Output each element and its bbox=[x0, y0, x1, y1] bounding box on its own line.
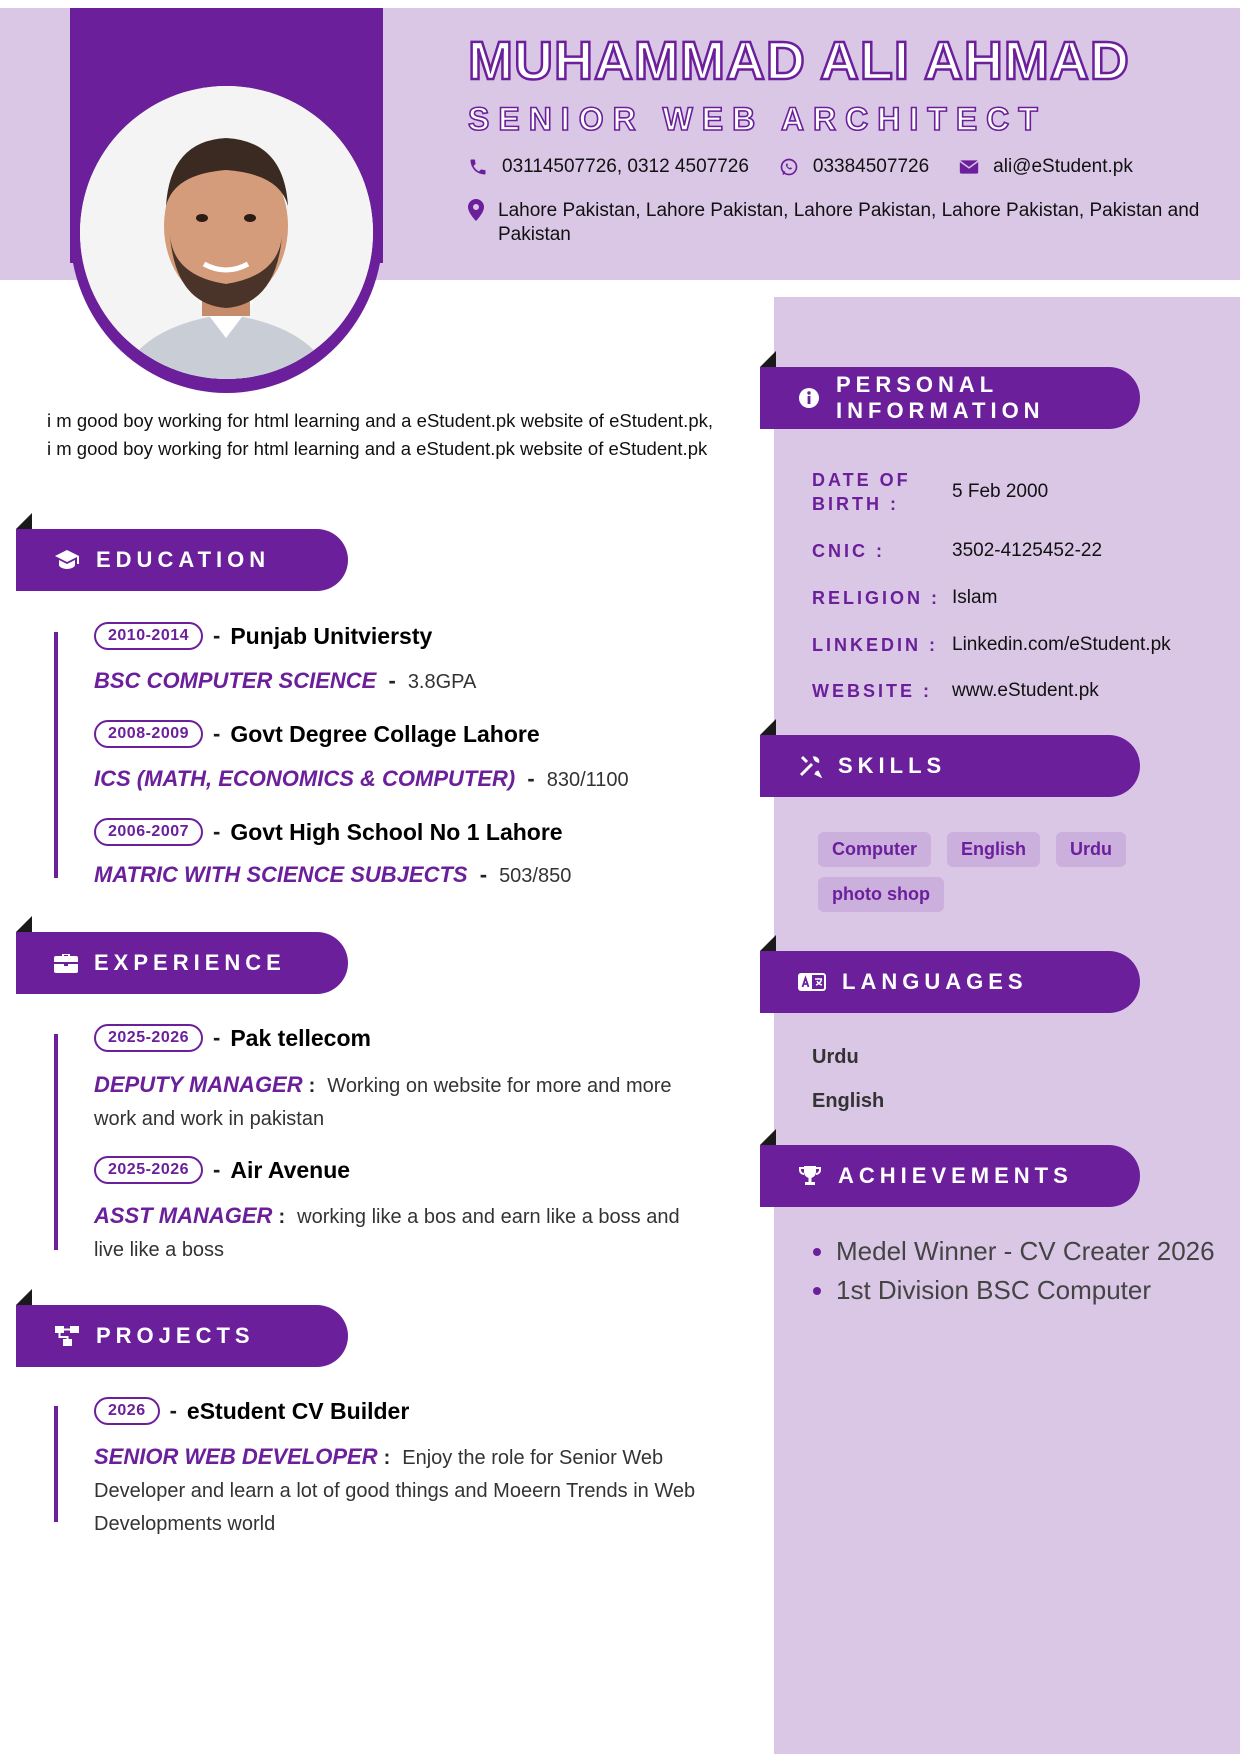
sitemap-icon bbox=[54, 1325, 80, 1347]
tools-icon bbox=[798, 754, 822, 778]
job-description: Working on website for more and more work and work in pakistan bbox=[94, 1075, 672, 1130]
language-item: English bbox=[812, 1090, 885, 1112]
job-role: ASST MANAGER bbox=[94, 1203, 273, 1228]
degree-score: 3.8GPA bbox=[407, 671, 477, 693]
envelope-icon bbox=[959, 159, 979, 175]
project-name: eStudent CV Builder bbox=[186, 1397, 410, 1424]
job-description: working like a bos and earn like a boss and live like a boss bbox=[94, 1206, 680, 1261]
trophy-icon bbox=[798, 1164, 822, 1188]
skills-heading bbox=[760, 735, 1140, 797]
degree-score: 503/850 bbox=[499, 865, 572, 887]
project-role: SENIOR WEB DEVELOPER bbox=[94, 1444, 378, 1469]
candidate-name: MUHAMMAD ALI AHMAD bbox=[468, 31, 1130, 91]
degree-name: BSC COMPUTER SCIENCE bbox=[94, 668, 377, 693]
personal-info-row bbox=[812, 679, 1099, 703]
phone-item bbox=[468, 156, 749, 178]
education-entry: 2006-2007 - Govt High School No 1 Lahore bbox=[94, 818, 563, 846]
experience-description: DEPUTY MANAGER : Working on website for more and more work and work in pakistan bbox=[94, 1072, 672, 1130]
year-badge: 2025-2026 bbox=[94, 1024, 203, 1052]
personal-info-row bbox=[812, 633, 1171, 657]
language-icon bbox=[798, 973, 826, 991]
candidate-title: SENIOR WEB ARCHITECT bbox=[468, 101, 1047, 137]
linkedin-link[interactable]: Linkedin.com/eStudent.pk bbox=[952, 634, 1171, 655]
education-timeline bbox=[54, 632, 58, 878]
education-entry: 2008-2009 - Govt Degree Collage Lahore bbox=[94, 720, 540, 748]
email-text[interactable]: ali@eStudent.pk bbox=[993, 156, 1133, 177]
address bbox=[468, 199, 1228, 247]
info-icon bbox=[798, 387, 820, 409]
phone-text[interactable]: 03114507726, 0312 4507726 bbox=[502, 156, 749, 177]
whatsapp-text[interactable]: 03384507726 bbox=[812, 156, 930, 177]
year-badge: 2026 bbox=[94, 1397, 160, 1425]
languages-heading bbox=[760, 951, 1140, 1013]
personal-info-heading bbox=[760, 367, 1140, 429]
language-item: Urdu bbox=[812, 1046, 859, 1068]
whatsapp-icon bbox=[779, 157, 799, 177]
degree-score: 830/1100 bbox=[546, 769, 629, 791]
achievements-list bbox=[836, 1236, 1216, 1314]
info-label: RELIGION : bbox=[812, 588, 940, 608]
year-badge: 2006-2007 bbox=[94, 818, 203, 846]
skill-tag: English bbox=[947, 832, 1040, 867]
website-link[interactable]: www.eStudent.pk bbox=[952, 680, 1099, 701]
year-badge: 2008-2009 bbox=[94, 720, 203, 748]
personal-info-row bbox=[812, 586, 997, 610]
personal-info-heading-line2: INFORMATION bbox=[836, 398, 1045, 423]
experience-entry: 2025-2026 - Pak tellecom bbox=[94, 1024, 371, 1052]
project-entry: 2026 - eStudent CV Builder bbox=[94, 1397, 409, 1425]
education-heading bbox=[16, 529, 348, 591]
skill-tag: Urdu bbox=[1056, 832, 1126, 867]
experience-entry: 2025-2026 - Air Avenue bbox=[94, 1156, 350, 1184]
year-badge: 2010-2014 bbox=[94, 622, 203, 650]
info-label: WEBSITE : bbox=[812, 681, 932, 701]
skills-heading-label: SKILLS bbox=[838, 753, 947, 778]
experience-timeline bbox=[54, 1034, 58, 1250]
project-details: Enjoy the role for Senior Web Developer and learn a lot of good things and Moeern Trends in Web Developments world bbox=[94, 1447, 696, 1535]
phone-icon bbox=[468, 157, 488, 177]
personal-info-row bbox=[812, 539, 1102, 563]
degree-line: MATRIC WITH SCIENCE SUBJECTS - 503/850 bbox=[94, 862, 572, 887]
email-item bbox=[959, 156, 1133, 178]
graduation-cap-icon bbox=[54, 549, 80, 571]
contact-row bbox=[468, 156, 1163, 178]
degree-name: ICS (MATH, ECONOMICS & COMPUTER) bbox=[94, 766, 516, 791]
experience-heading-label: EXPERIENCE bbox=[94, 950, 286, 975]
projects-timeline bbox=[54, 1406, 58, 1522]
info-label: DATE OF BIRTH : bbox=[812, 470, 911, 514]
institute-name: Govt Degree Collage Lahore bbox=[230, 720, 540, 747]
achievements-heading bbox=[760, 1145, 1140, 1207]
briefcase-icon bbox=[54, 953, 78, 973]
experience-heading bbox=[16, 932, 348, 994]
profile-summary: i m good boy working for html learning and a eStudent.pk website of eStudent.pk, i m good boy working for html learning and a eStudent.pk website of eStudent.pk bbox=[47, 410, 713, 459]
company-name: Air Avenue bbox=[230, 1156, 351, 1183]
year-badge: 2025-2026 bbox=[94, 1156, 203, 1184]
company-name: Pak tellecom bbox=[230, 1024, 371, 1051]
projects-heading bbox=[16, 1305, 348, 1367]
experience-description: ASST MANAGER : working like a bos and earn like a boss and live like a boss bbox=[94, 1203, 680, 1261]
address-text: Lahore Pakistan, Lahore Pakistan, Lahore Pakistan, Lahore Pakistan, Pakistan and Pakistan bbox=[498, 200, 1200, 245]
institute-name: Punjab Unitviersty bbox=[230, 622, 433, 649]
education-heading-label: EDUCATION bbox=[96, 547, 271, 572]
info-label: LINKEDIN : bbox=[812, 635, 938, 655]
info-value: 5 Feb 2000 bbox=[952, 481, 1049, 502]
profile-photo bbox=[80, 86, 373, 379]
degree-name: MATRIC WITH SCIENCE SUBJECTS bbox=[94, 862, 468, 887]
info-value: 3502-4125452-22 bbox=[952, 540, 1103, 561]
skills-list bbox=[818, 832, 1158, 922]
map-pin-icon bbox=[468, 199, 484, 247]
languages-heading-label: LANGUAGES bbox=[842, 969, 1028, 994]
institute-name: Govt High School No 1 Lahore bbox=[230, 818, 563, 845]
project-description: SENIOR WEB DEVELOPER : Enjoy the role for Senior Web Developer and learn a lot of good things and Moeern Trends in Web Developments world bbox=[94, 1444, 696, 1535]
achievement-item: • 1st Division BSC Computer bbox=[836, 1275, 1216, 1306]
whatsapp-item bbox=[779, 156, 929, 178]
projects-heading-label: PROJECTS bbox=[96, 1323, 255, 1348]
degree-line: BSC COMPUTER SCIENCE - 3.8GPA bbox=[94, 668, 477, 693]
job-role: DEPUTY MANAGER bbox=[94, 1072, 303, 1097]
info-label: CNIC : bbox=[812, 541, 885, 561]
achievement-item: • Medel Winner - CV Creater 2026 bbox=[836, 1236, 1216, 1267]
personal-info-heading-line1: PERSONAL bbox=[836, 372, 999, 397]
degree-line: ICS (MATH, ECONOMICS & COMPUTER) - 830/1100 bbox=[94, 766, 629, 791]
skill-tag: Computer bbox=[818, 832, 931, 867]
info-value: Islam bbox=[952, 587, 998, 608]
skill-tag: photo shop bbox=[818, 877, 944, 912]
achievements-heading-label: ACHIEVEMENTS bbox=[838, 1163, 1073, 1188]
personal-info-row bbox=[812, 468, 1048, 516]
education-entry: 2010-2014 - Punjab Unitviersty bbox=[94, 622, 432, 650]
